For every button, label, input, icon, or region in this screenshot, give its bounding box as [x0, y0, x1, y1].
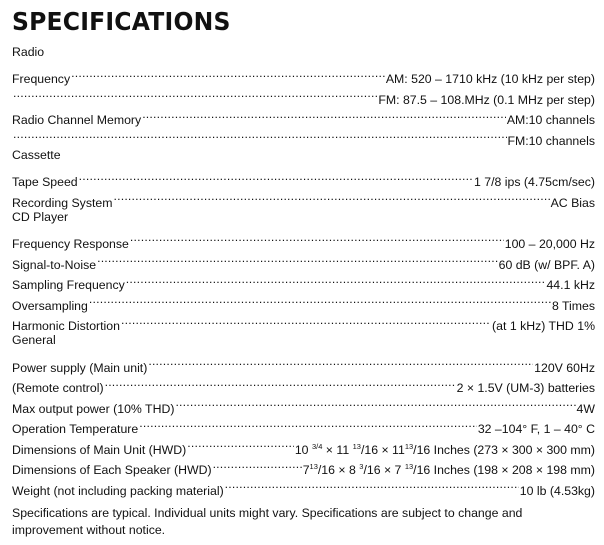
- spec-value: 100 – 20,000 Hz: [504, 236, 595, 251]
- value-text: /16 Inches (198 × 208 × 198 mm): [413, 463, 595, 478]
- spec-label: Harmonic Distortion: [12, 319, 120, 334]
- footnote: Specifications are typical. Individual units might vary. Specifications are subject to change and improvement without notice.: [12, 506, 523, 537]
- spec-label: Recording System: [12, 195, 113, 210]
- fraction-numerator: 13: [404, 462, 414, 472]
- dot-leader: [97, 248, 498, 269]
- dot-leader: [79, 166, 473, 187]
- spec-row: [12, 227, 595, 251]
- fraction-numerator: 13: [309, 462, 318, 472]
- dot-leader: [126, 269, 546, 290]
- value-text: × 11: [322, 442, 353, 457]
- value-text: /16 × 7: [363, 463, 405, 478]
- dot-leader: [148, 351, 533, 372]
- value-text: /16 × 8: [317, 463, 360, 478]
- dot-leader: [142, 104, 506, 125]
- spec-value: 44.1 kHz: [546, 278, 595, 293]
- spec-value: 60 dB (w/ BPF. A): [498, 257, 595, 272]
- spec-label: (Remote control): [12, 381, 104, 396]
- spec-label: Operation Temperature: [12, 422, 139, 437]
- dot-leader: [89, 289, 551, 310]
- spec-label: Frequency Response: [12, 236, 129, 251]
- spec-row: [12, 186, 595, 210]
- spec-label: Dimensions of Main Unit (HWD): [12, 442, 187, 457]
- spec-label: Radio Channel Memory: [12, 113, 142, 128]
- fraction-numerator: 3: [359, 462, 364, 472]
- fraction-numerator: 3/4: [311, 441, 323, 451]
- spec-value: 2 × 1.5V (UM-3) batteries: [456, 381, 595, 396]
- dot-leader: [187, 433, 294, 454]
- section-heading: Radio: [12, 45, 45, 59]
- spec-value: 1 7/8 ips (4.75cm/sec): [474, 175, 595, 190]
- spec-row: [12, 289, 595, 313]
- spec-value: 8 Times: [551, 298, 595, 313]
- dot-leader: [130, 227, 504, 248]
- dot-leader: [113, 186, 549, 207]
- dot-leader: [13, 124, 507, 145]
- fraction-numerator: 13: [352, 441, 361, 451]
- spec-label: Sampling Frequency: [12, 278, 125, 293]
- spec-row: [12, 351, 595, 375]
- spec-value: AM: 520 – 1710 kHz (10 kHz per step): [385, 72, 595, 87]
- spec-value: 32 –104° F, 1 – 40° C: [477, 422, 595, 437]
- dot-leader: [175, 392, 575, 413]
- spec-value: (at 1 kHz) THD 1%: [492, 319, 595, 334]
- value-text: 7: [302, 463, 310, 478]
- spec-value: FM:10 channels: [507, 133, 595, 148]
- spec-label: Tape Speed: [12, 175, 78, 190]
- spec-label: Max output power (10% THD): [12, 401, 175, 416]
- spec-label: Power supply (Main unit): [12, 360, 148, 375]
- value-text: /16 × 11: [360, 442, 405, 457]
- section-heading: CD Player: [12, 209, 69, 224]
- spec-page: [12, 6, 595, 499]
- spec-row: [12, 269, 595, 293]
- spec-label: Frequency: [12, 72, 71, 87]
- dot-leader: [105, 372, 456, 393]
- spec-value: 10 lb (4.53kg): [519, 484, 595, 499]
- spec-list: [12, 42, 595, 499]
- spec-value: 4W: [576, 401, 595, 416]
- spec-value: AM:10 channels: [506, 113, 595, 128]
- spec-value: [295, 440, 595, 461]
- value-text: /16 Inches (273 × 300 × 300 mm): [413, 442, 595, 457]
- spec-label: Dimensions of Each Speaker (HWD): [12, 463, 212, 478]
- section-heading: Cassette: [12, 147, 61, 162]
- spec-label: Oversampling: [12, 298, 88, 313]
- spec-value: FM: 87.5 – 108.MHz (0.1 MHz per step): [378, 92, 595, 107]
- spec-row: [12, 310, 595, 334]
- spec-row: [12, 63, 595, 87]
- dot-leader: [121, 310, 491, 331]
- dot-leader: [213, 454, 302, 475]
- dot-leader: [71, 63, 385, 84]
- value-text: 10: [294, 442, 312, 457]
- spec-value: AC Bias: [550, 195, 595, 210]
- dot-leader: [225, 474, 519, 495]
- page-title: SPECIFICATIONS: [12, 7, 231, 36]
- spec-label: Weight (not including packing material): [12, 484, 224, 499]
- spec-label: Signal-to-Noise: [12, 257, 97, 272]
- section-heading: General: [12, 333, 56, 348]
- dot-leader: [13, 83, 377, 104]
- spec-row: [12, 166, 595, 190]
- fraction-numerator: 13: [404, 441, 414, 451]
- dot-leader: [139, 413, 477, 434]
- spec-value: 120V 60Hz: [534, 360, 595, 375]
